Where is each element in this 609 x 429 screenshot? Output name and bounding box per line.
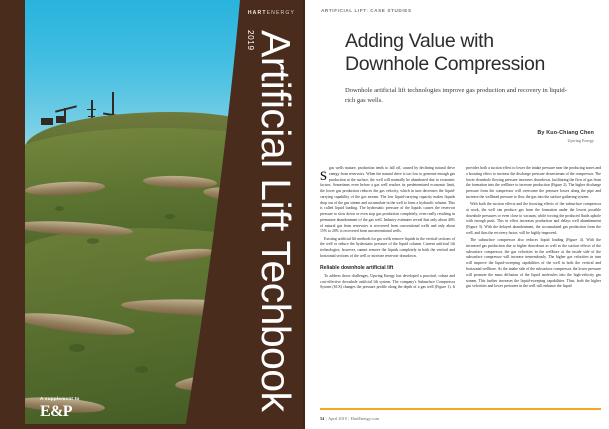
article-page <box>305 0 609 429</box>
footer-rule <box>320 408 601 410</box>
energy-light: ENERGY <box>266 10 295 16</box>
ep-brand-logo: E&P <box>40 403 72 420</box>
vertical-title-block <box>244 0 302 429</box>
section-kicker: ARTIFICIAL LIFT: CASE STUDIES <box>321 8 412 13</box>
body-paragraph-5: The subsurface compressor also reduces liquid loading (Figure 4). With the increased gas production due to higher drawdown as well as the suction effects of the subsurface compressor, the gas velocities in the wellbore at the inside side of the subsurface compressor will increase tremendously. The higher gas velocities in turn will improve the liquid-sweeping capabilities of the well in both the vertical and horizontal wellbore. As the intake side of the subsurface compressor, the lower pressure will promote the mass diffusion of the liquid molecules into the high-velocity gas stream. This further increases the liquid-sweeping capabilities. Thus, both the higher gas velocities and lower pressures in the well will enhance the liquid <box>466 238 601 289</box>
page-title <box>345 30 601 76</box>
footer-separator-2: | <box>348 416 350 421</box>
techbook-year: 2019 <box>246 30 255 51</box>
byline <box>537 130 594 143</box>
page-gutter-shadow <box>303 0 306 429</box>
body-paragraph-3: To address those challenges, Upwing Energy has developed a practical, robust and cost-effective downhole artificial lift system. The company's Subsurface Compressor System (SCS) changes the pressure profile along the depth of a gas well (Figure 1). It provides both a suction effect to lower the intake pressure near the producing zones and a boosting effect to increase the discharge pressure downstream of the compressor. The lower downhole flowing pressure increases drawdown, facilitating the flow of gas from the formation into the wellbore to increase production (Figure 2). The higher discharge pressure from the compressor will overcome the pressure losses along the pipe and increase the wellhead pressure to flow the gas into the surface gathering system. <box>320 166 601 290</box>
supplement-label: A supplement to <box>40 396 80 401</box>
hart-bold: HART <box>247 10 267 16</box>
techbook-title: Artificial Lift Techbook <box>253 30 299 412</box>
article-subhead: Reliable downhole artificial lift <box>320 264 394 271</box>
headline-line-1: Adding Value with <box>345 30 494 52</box>
body-paragraph-4: With both the suction effects and the boosting effects of the subsurface compressor at work, the well can produce gas from the formation under the lowest possible downhole pressures or even close to vacuum, while forcing the produced fluids uphole with enough push. This in effect increases production and delays well abandonment (Figure 3). With the delayed abandonment, the accumulated gas production from the well, and thus the recovery factor, will be highly improved. <box>466 202 601 235</box>
page-footer <box>320 416 379 421</box>
footer-site: HartEnergy.com <box>350 416 379 421</box>
page-number: 54 <box>320 416 325 421</box>
byline-author: By Kuo-Chiang Chen <box>537 130 594 136</box>
article-body <box>320 166 601 403</box>
body-paragraph-2: Existing artificial lift methods for gas wells remove liquids in the vertical sections of the well or reduce the hydrostatic pressure of the liquid column. Current artificial lift technologies, however, cannot remove the liquids completely in both the vertical and horizontal sections of the well or increase reservoir drawdown. <box>320 236 455 258</box>
byline-organization: Upwing Energy <box>567 137 594 143</box>
headline-line-2: Downhole Compression <box>345 52 546 75</box>
body-paragraph-1: sgas wells mature, production tends to fall off, caused by declining natural drive energy from reservoirs. When the natural drive is too low to generate enough gas production at the surface, the well will normally be abandoned due to economic factors. Sometimes even before a gas well reaches its predetermined economic limit, the lower gas production reduces the gas velocity, which in turn decreases the liquid-carrying capability of the gas stream. The low liquid-carrying capacity makes liquids drop out of the gas stream and accumulate in the well to form a hydraulic column. This is called liquid loading. The hydrostatic pressure of the liquids causes the reservoir pressure to slow down or even stop gas production completely, even really resulting in premature abandonment of the gas well. Industry estimates reveal that only about 40% of natural gas from reservoirs is recovered from conventional wells and only about 15% to 20% is recovered from unconventional wells. <box>320 164 455 234</box>
footer-separator-1: | <box>325 416 327 421</box>
article-deck: Downhole artificial lift technologies improve gas production and recovery in liquid-rich gas wells. <box>345 87 567 104</box>
issue-date: April 2019 <box>328 416 347 421</box>
